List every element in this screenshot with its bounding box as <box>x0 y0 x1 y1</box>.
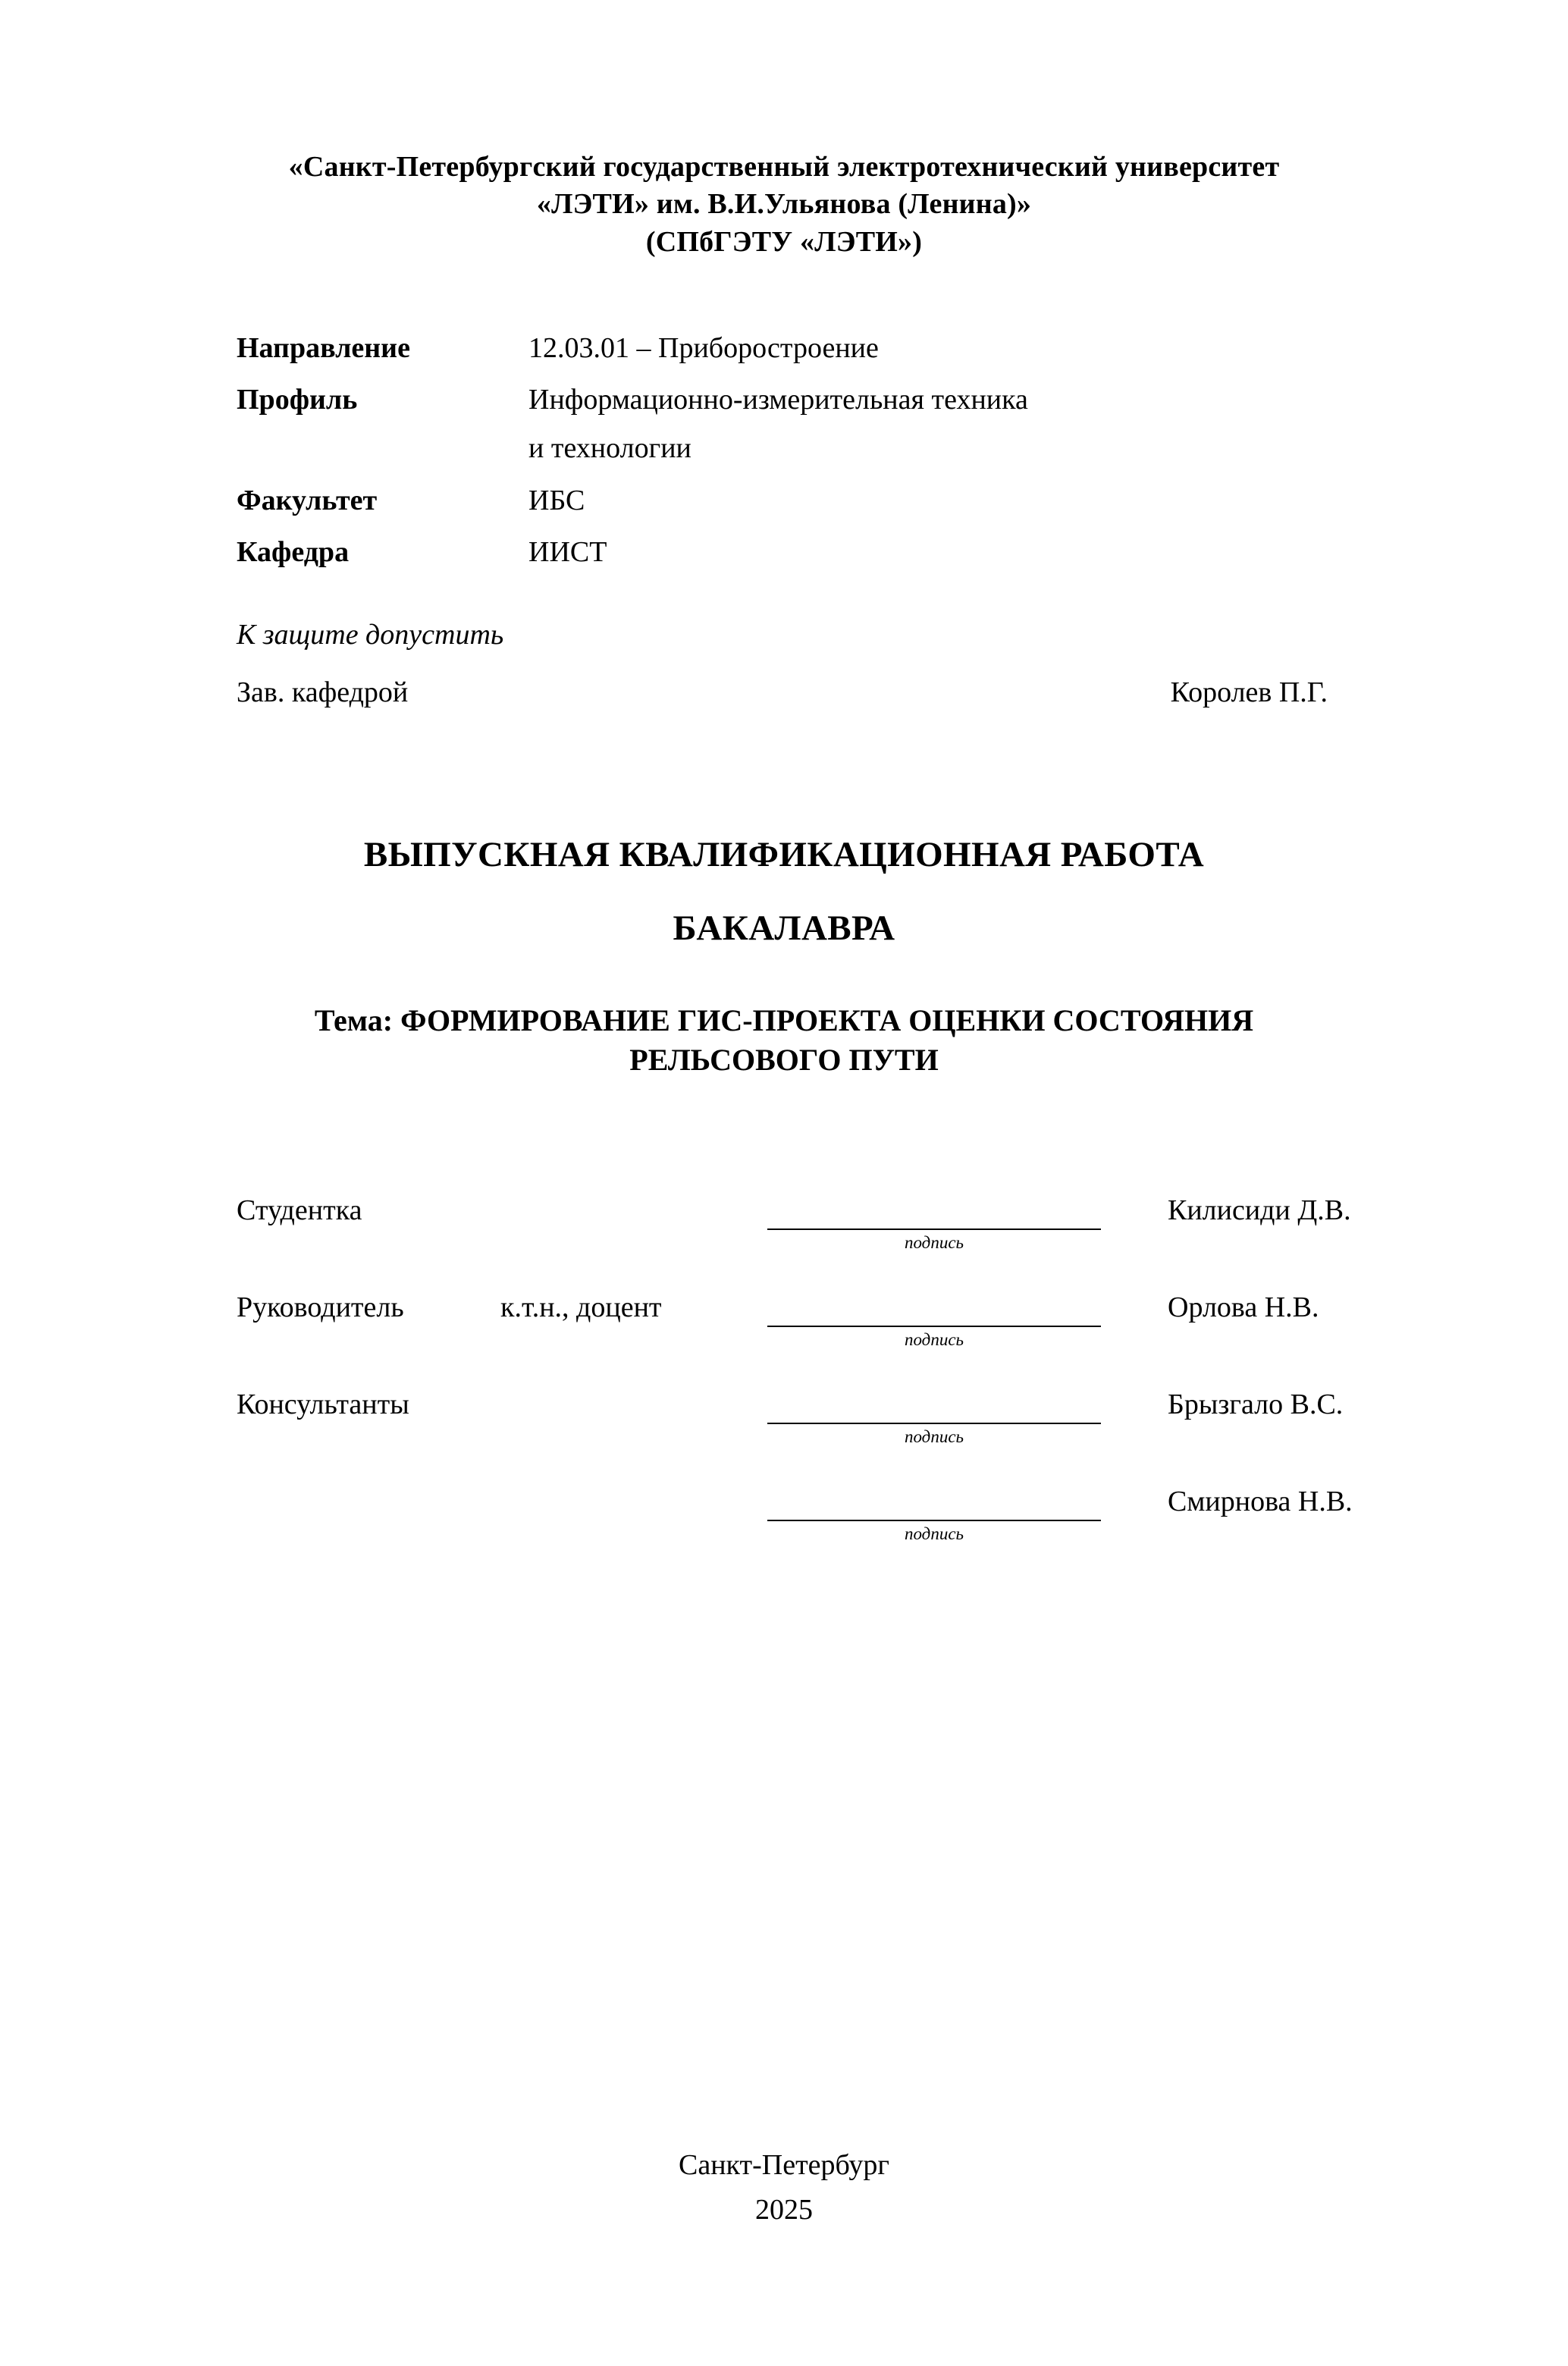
signature-row-consultant-2 <box>237 1485 1374 1582</box>
title-page <box>0 149 1568 2366</box>
field-row-fakultet <box>237 482 1336 519</box>
university-abbreviation: (СПбГЭТУ «ЛЭТИ») <box>645 225 923 258</box>
field-row-kafedra <box>237 533 1336 571</box>
approval-block <box>237 618 1336 709</box>
work-theme <box>0 1001 1568 1080</box>
signature-row-consultant-1 <box>237 1388 1374 1485</box>
field-label-profil: Профиль <box>237 384 358 416</box>
work-title-line-1: ВЫПУСКНАЯ КВАЛИФИКАЦИОННАЯ РАБОТА <box>363 834 1205 874</box>
signature-field-consultant-2 <box>767 1485 1101 1544</box>
field-value-fakultet <box>528 482 585 519</box>
field-value-profil-continuation: и технологии <box>528 432 691 465</box>
signature-caption-consultant-2: подпись <box>904 1523 964 1543</box>
field-row-napravlenie <box>237 329 1336 367</box>
signature-field-supervisor <box>767 1291 1101 1350</box>
university-name-line-1: «Санкт-Петербургский государственный электротехнический университет <box>288 151 1280 183</box>
work-title <box>0 836 1568 948</box>
field-value-napravlenie-text: 12.03.01 – Приборостроение <box>528 332 879 365</box>
field-value-profil <box>528 381 1028 467</box>
approval-row <box>237 676 1332 709</box>
signature-caption-supervisor: подпись <box>904 1329 964 1349</box>
work-title-block <box>0 836 1568 1080</box>
signature-role-consultants: Консультанты <box>237 1388 409 1420</box>
field-value-fakultet-text: ИБС <box>528 484 585 516</box>
footer-year: 2025 <box>755 2194 813 2226</box>
field-value-kafedra-text: ИИСТ <box>528 535 607 568</box>
page-footer <box>0 2143 1568 2233</box>
signature-line-supervisor <box>767 1291 1101 1327</box>
signature-role-student: Студентка <box>237 1194 362 1226</box>
signature-name-consultant-2: Смирнова Н.В. <box>1168 1485 1353 1517</box>
signature-role-supervisor: Руководитель <box>237 1291 404 1323</box>
work-theme-line-2: РЕЛЬСОВОГО ПУТИ <box>629 1042 939 1077</box>
signature-caption-consultant-1: подпись <box>904 1426 964 1446</box>
signature-name-student: Килисиди Д.В. <box>1168 1194 1351 1226</box>
signature-line-consultant-2 <box>767 1485 1101 1521</box>
approval-role: Зав. кафедрой <box>237 676 409 708</box>
signatures-block <box>237 1194 1374 1582</box>
footer-city: Санкт-Петербург <box>678 2149 890 2182</box>
field-label-napravlenie: Направление <box>237 332 410 365</box>
signature-row-student <box>237 1194 1374 1291</box>
work-theme-line-1: Тема: ФОРМИРОВАНИЕ ГИС-ПРОЕКТА ОЦЕНКИ СОСТОЯНИЯ <box>314 1003 1254 1037</box>
field-label-kafedra: Кафедра <box>237 535 350 568</box>
field-label-fakultet: Факультет <box>237 484 378 516</box>
university-name-line-2: «ЛЭТИ» им. В.И.Ульянова (Ленина)» <box>536 188 1032 221</box>
signature-field-student <box>767 1194 1101 1253</box>
field-value-napravlenie <box>528 329 879 367</box>
work-title-line-2: БАКАЛАВРА <box>673 908 895 949</box>
signature-line-consultant-1 <box>767 1388 1101 1424</box>
signature-degree-supervisor: к.т.н., доцент <box>500 1291 662 1323</box>
signature-caption-student: подпись <box>904 1232 964 1252</box>
signature-name-supervisor: Орлова Н.В. <box>1168 1291 1319 1323</box>
signature-field-consultant-1 <box>767 1388 1101 1447</box>
field-row-profil <box>237 381 1336 467</box>
university-header <box>0 149 1568 261</box>
program-fields <box>237 329 1336 571</box>
field-value-kafedra <box>528 533 607 571</box>
signature-row-supervisor <box>237 1291 1374 1388</box>
approval-name: Королев П.Г. <box>1170 676 1328 708</box>
signature-name-consultant-1: Брызгало В.С. <box>1168 1388 1344 1420</box>
approval-note: К защите допустить <box>237 618 504 651</box>
field-value-profil-text: Информационно-измерительная техника <box>528 384 1028 416</box>
signature-line-student <box>767 1194 1101 1230</box>
